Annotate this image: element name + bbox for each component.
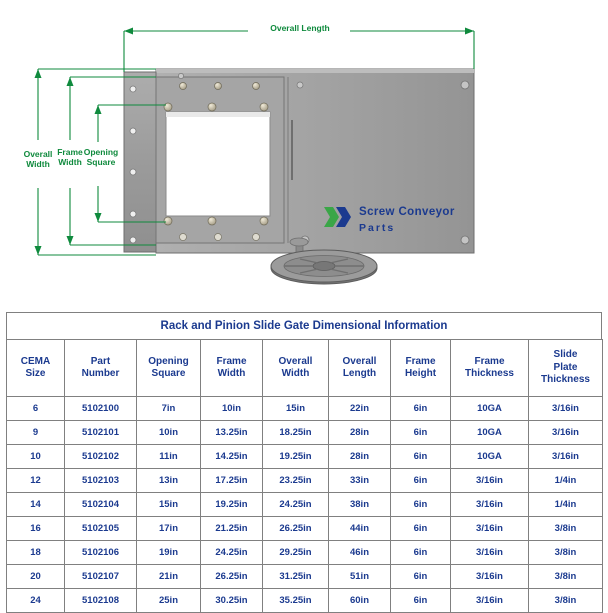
table-cell-cema-size: 6 <box>7 397 65 421</box>
table-cell-part-number: 5102102 <box>65 445 137 469</box>
table-row <box>7 541 603 565</box>
table-cell-frame-height: 6in <box>391 565 451 589</box>
table-cell-frame-thickness: 10GA <box>451 397 529 421</box>
table-cell-frame-height: 6in <box>391 517 451 541</box>
table-cell-cema-size: 20 <box>7 565 65 589</box>
table-cell-slide-plate-thickness: 3/16in <box>529 421 603 445</box>
table-cell-frame-height: 6in <box>391 493 451 517</box>
table-cell-opening-square: 11in <box>137 445 201 469</box>
table-body <box>7 397 603 613</box>
table-row <box>7 589 603 613</box>
dimension-table-wrapper <box>6 312 602 613</box>
column-header-frame-height: Frame Height <box>391 340 451 397</box>
table-cell-frame-thickness: 3/16in <box>451 541 529 565</box>
table-cell-part-number: 5102103 <box>65 469 137 493</box>
table-cell-frame-thickness: 10GA <box>451 445 529 469</box>
table-cell-frame-width: 10in <box>201 397 263 421</box>
table-cell-overall-length: 28in <box>329 421 391 445</box>
column-header-frame-thickness: Frame Thickness <box>451 340 529 397</box>
table-cell-frame-width: 24.25in <box>201 541 263 565</box>
table-cell-part-number: 5102105 <box>65 517 137 541</box>
table-cell-frame-thickness: 3/16in <box>451 589 529 613</box>
table-cell-opening-square: 17in <box>137 517 201 541</box>
table-cell-opening-square: 10in <box>137 421 201 445</box>
table-cell-frame-width: 26.25in <box>201 565 263 589</box>
table-cell-overall-width: 29.25in <box>263 541 329 565</box>
table-cell-frame-width: 21.25in <box>201 517 263 541</box>
table-cell-part-number: 5102108 <box>65 589 137 613</box>
table-cell-slide-plate-thickness: 3/8in <box>529 541 603 565</box>
dimension-label-frame-width: Frame Width <box>57 147 83 167</box>
column-header-opening-square: Opening Square <box>137 340 201 397</box>
table-cell-overall-width: 35.25in <box>263 589 329 613</box>
table-cell-overall-length: 22in <box>329 397 391 421</box>
column-header-overall-length: Overall Length <box>329 340 391 397</box>
table-cell-opening-square: 25in <box>137 589 201 613</box>
table-cell-overall-length: 44in <box>329 517 391 541</box>
table-cell-frame-thickness: 3/16in <box>451 493 529 517</box>
table-cell-cema-size: 14 <box>7 493 65 517</box>
table-cell-slide-plate-thickness: 3/8in <box>529 517 603 541</box>
brand-logo-line1: Screw Conveyor <box>359 206 455 218</box>
table-row <box>7 565 603 589</box>
column-header-overall-width: Overall Width <box>263 340 329 397</box>
brand-logo <box>322 202 477 236</box>
table-cell-overall-length: 33in <box>329 469 391 493</box>
dimension-label-overall-length: Overall Length <box>270 23 330 33</box>
table-row <box>7 445 603 469</box>
table-cell-frame-width: 14.25in <box>201 445 263 469</box>
table-row <box>7 397 603 421</box>
table-cell-part-number: 5102100 <box>65 397 137 421</box>
table-cell-slide-plate-thickness: 3/16in <box>529 445 603 469</box>
table-cell-cema-size: 18 <box>7 541 65 565</box>
table-title: Rack and Pinion Slide Gate Dimensional Information <box>6 312 602 339</box>
table-cell-frame-height: 6in <box>391 541 451 565</box>
table-cell-frame-width: 30.25in <box>201 589 263 613</box>
table-cell-overall-length: 51in <box>329 565 391 589</box>
table-cell-frame-thickness: 3/16in <box>451 565 529 589</box>
table-cell-overall-width: 19.25in <box>263 445 329 469</box>
table-cell-slide-plate-thickness: 3/8in <box>529 565 603 589</box>
table-cell-part-number: 5102104 <box>65 493 137 517</box>
table-cell-frame-width: 17.25in <box>201 469 263 493</box>
table-row <box>7 421 603 445</box>
table-cell-slide-plate-thickness: 1/4in <box>529 469 603 493</box>
table-cell-frame-thickness: 10GA <box>451 421 529 445</box>
table-cell-overall-length: 60in <box>329 589 391 613</box>
column-header-part-number: Part Number <box>65 340 137 397</box>
table-cell-slide-plate-thickness: 1/4in <box>529 493 603 517</box>
table-cell-slide-plate-thickness: 3/8in <box>529 589 603 613</box>
table-cell-part-number: 5102107 <box>65 565 137 589</box>
table-cell-frame-height: 6in <box>391 469 451 493</box>
table-cell-frame-height: 6in <box>391 397 451 421</box>
table-cell-cema-size: 24 <box>7 589 65 613</box>
dimension-table <box>6 339 603 613</box>
table-cell-opening-square: 19in <box>137 541 201 565</box>
table-cell-frame-height: 6in <box>391 589 451 613</box>
table-cell-frame-height: 6in <box>391 445 451 469</box>
table-cell-opening-square: 7in <box>137 397 201 421</box>
table-cell-opening-square: 21in <box>137 565 201 589</box>
table-header-row <box>7 340 603 397</box>
table-cell-overall-width: 15in <box>263 397 329 421</box>
table-cell-overall-width: 18.25in <box>263 421 329 445</box>
table-cell-slide-plate-thickness: 3/16in <box>529 397 603 421</box>
table-cell-part-number: 5102101 <box>65 421 137 445</box>
table-cell-opening-square: 13in <box>137 469 201 493</box>
table-row <box>7 517 603 541</box>
brand-logo-line2: Parts <box>359 221 396 234</box>
table-cell-frame-height: 6in <box>391 421 451 445</box>
table-cell-frame-width: 13.25in <box>201 421 263 445</box>
dimension-label-overall-width: Overall Width <box>23 149 53 169</box>
table-cell-opening-square: 15in <box>137 493 201 517</box>
table-cell-overall-length: 38in <box>329 493 391 517</box>
column-header-frame-width: Frame Width <box>201 340 263 397</box>
table-cell-overall-width: 24.25in <box>263 493 329 517</box>
dimension-label-opening-square: Opening Square <box>83 147 119 167</box>
table-cell-frame-thickness: 3/16in <box>451 469 529 493</box>
table-cell-frame-width: 19.25in <box>201 493 263 517</box>
table-cell-overall-length: 28in <box>329 445 391 469</box>
table-cell-part-number: 5102106 <box>65 541 137 565</box>
table-cell-cema-size: 16 <box>7 517 65 541</box>
column-header-cema-size: CEMA Size <box>7 340 65 397</box>
table-cell-cema-size: 12 <box>7 469 65 493</box>
column-header-slide-plate-thickness: Slide Plate Thickness <box>529 340 603 397</box>
table-cell-frame-thickness: 3/16in <box>451 517 529 541</box>
table-row <box>7 493 603 517</box>
table-cell-overall-width: 31.25in <box>263 565 329 589</box>
table-cell-cema-size: 9 <box>7 421 65 445</box>
table-cell-cema-size: 10 <box>7 445 65 469</box>
table-cell-overall-width: 26.25in <box>263 517 329 541</box>
table-cell-overall-length: 46in <box>329 541 391 565</box>
table-row <box>7 469 603 493</box>
table-cell-overall-width: 23.25in <box>263 469 329 493</box>
